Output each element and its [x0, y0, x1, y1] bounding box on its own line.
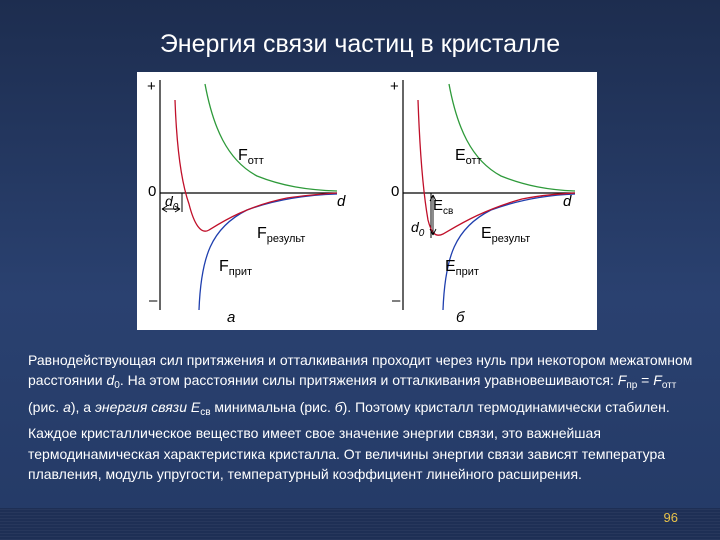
energy-force-figure	[137, 72, 597, 330]
slide-title: Энергия связи частиц в кристалле	[159, 30, 561, 58]
p1-text-3: (рис.	[28, 398, 64, 415]
right-e-sv-label: $E_{св}$	[433, 197, 454, 217]
figure-svg	[137, 72, 597, 330]
left-d-axis-label: d	[337, 193, 346, 210]
right-plus-sign: +	[390, 78, 399, 95]
left-caption: а	[227, 309, 236, 326]
right-e-ott-label: $E_{отт}$	[455, 147, 482, 167]
left-plus-sign: +	[147, 78, 156, 95]
left-repulsion-curve	[205, 84, 337, 191]
paragraph-1	[28, 350, 696, 423]
right-panel	[390, 78, 575, 326]
p1-f2-sub: отт	[661, 380, 677, 392]
right-e-prit-label: $E_{прит}$	[445, 258, 479, 278]
right-attraction-curve	[443, 194, 575, 310]
right-d0-label: $d_0$	[411, 219, 425, 239]
left-attraction-curve	[199, 194, 337, 310]
p1-f1: F	[617, 372, 627, 389]
paragraph-2: Каждое кристаллическое вещество имеет свое значение энергии связи, это важнейшая термодинамическая характеристика кристалла. От величины энергии связи зависят температура плавления, модуль упругости, температурный коэффициент линейного расширения.	[28, 425, 666, 483]
right-minus-sign: –	[392, 292, 401, 309]
p1-text-1: Равнодействующая сил притяжения и отталкивания проходит через нуль при некотором межатомном расстоянии	[28, 352, 693, 389]
p1-f1-sub: пр	[626, 380, 638, 392]
left-f-ott-label: $F_{отт}$	[238, 147, 264, 167]
p1-f2: F	[653, 372, 662, 389]
left-f-result-label: $F_{результ}$	[257, 225, 306, 245]
p1-energy-phrase: энергия связи	[94, 398, 191, 415]
right-d-axis-label: d	[563, 193, 572, 210]
p1-d: d	[106, 372, 115, 389]
page-number: 96	[663, 510, 678, 525]
p1-text-4: ), а	[70, 398, 95, 415]
left-panel	[147, 78, 346, 326]
p1-text-5: минимальна (рис.	[210, 398, 335, 415]
right-zero-label: 0	[391, 183, 400, 200]
right-resultant-curve	[418, 100, 575, 235]
p1-eq: =	[637, 372, 654, 389]
right-caption: б	[456, 309, 465, 326]
p1-text-2: . На этом расстоянии силы притяжения и отталкивания уравновешиваются:	[119, 372, 618, 389]
left-zero-label: 0	[148, 183, 157, 200]
p1-ref-a: а	[63, 398, 71, 415]
left-d0-label: $d_0$	[165, 193, 179, 213]
left-f-prit-label: $F_{прит}$	[219, 258, 253, 278]
right-e-result-label: $E_{результ}$	[481, 225, 531, 245]
p1-text-6: ). Поэтому кристалл термодинамически стабилен.	[342, 398, 670, 415]
p1-d-sub: 0	[114, 380, 120, 392]
footer-band	[0, 508, 720, 540]
p1-e: Е	[190, 398, 201, 415]
right-repulsion-curve	[449, 84, 575, 191]
p1-ref-b: б	[334, 398, 343, 415]
body-text	[28, 350, 696, 484]
p1-e-sub: св	[200, 406, 211, 418]
left-minus-sign: –	[149, 292, 158, 309]
